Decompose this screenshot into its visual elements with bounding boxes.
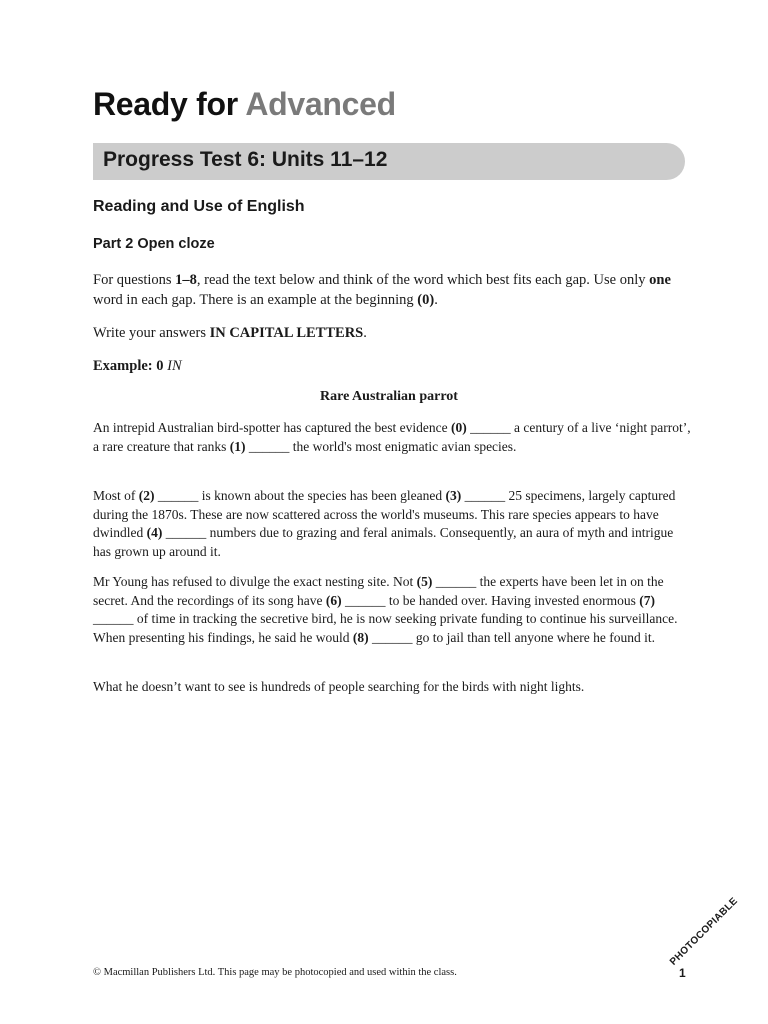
text-run: ______ the world's most enigmatic avian species.	[245, 438, 517, 454]
capital-letters-instruction	[93, 323, 693, 343]
instr-bold: IN CAPITAL LETTERS	[209, 325, 364, 341]
instr-text: .	[363, 325, 367, 341]
text-run: Most of	[93, 488, 139, 503]
example-line	[93, 356, 693, 376]
text-run: Mr Young has refused to divulge the exact nesting site. Not	[93, 574, 417, 589]
section-title: Reading and Use of English	[93, 198, 305, 215]
photocopiable-stamp: PHOTOCOPIABLE	[668, 895, 741, 968]
text-run: ______ of time in tracking the secretive bird, he is now seeking private funding to continue his surveillance. When presenting his findings, he said he would	[93, 611, 678, 645]
instr-text: For questions	[93, 272, 176, 288]
brand-part-ready-for: Ready for	[93, 86, 238, 122]
example-label: Example: 0	[93, 358, 164, 374]
text-paragraph-4: What he doesn’t want to see is hundreds of people searching for the birds with night lights.	[93, 679, 585, 694]
text-paragraph-2	[93, 487, 693, 561]
instr-bold: 1–8	[175, 272, 197, 288]
page-number: 1	[679, 966, 686, 980]
instr-text: , read the text below and think of the word which best fits each gap. Use only	[196, 272, 650, 288]
gap-number: (2)	[138, 488, 155, 503]
page-title: Progress Test 6: Units 11–12	[103, 148, 388, 171]
instr-bold: (0)	[417, 292, 435, 308]
instructions-paragraph	[93, 270, 693, 310]
gap-number: (5)	[416, 574, 433, 589]
text-title: Rare Australian parrot	[320, 389, 458, 404]
gap-number: (7)	[639, 592, 656, 608]
instr-text: word in each gap. There is an example at the beginning	[93, 292, 418, 308]
title-banner	[93, 143, 685, 180]
gap-number: (3)	[445, 488, 462, 503]
gap-number: (8)	[352, 629, 369, 645]
part-title: Part 2 Open cloze	[93, 236, 215, 252]
text-paragraph-3	[93, 573, 693, 647]
text-run: ______ go to jail than tell anyone where he found it.	[368, 629, 656, 645]
text-run: ______ 25 specimens, largely captured during the 1870s. These are now scattered across the world's museums. This rare species appears to have dwindled	[93, 488, 676, 540]
text-run: ______ is known about the species has been gleaned	[154, 488, 446, 503]
text-paragraph-1	[93, 419, 693, 456]
instr-text: Write your answers	[93, 325, 210, 341]
gap-number: (0)	[451, 420, 467, 435]
text-run: ______ numbers due to grazing and feral animals. Consequently, an aura of myth and intrigue has grown up around it.	[93, 525, 674, 559]
brand-title	[93, 86, 396, 123]
gap-number: (4)	[146, 525, 163, 540]
instr-bold: one	[649, 272, 671, 288]
gap-number: (6)	[325, 592, 342, 608]
text-run: ______ to be handed over. Having invested enormous	[341, 592, 640, 608]
instr-text: .	[434, 292, 438, 308]
example-answer: IN	[167, 358, 182, 374]
copyright-notice: © Macmillan Publishers Ltd. This page may be photocopied and used within the class.	[93, 967, 457, 978]
text-run: ______ the experts have been let in on the secret. And the recordings of its song have	[93, 574, 664, 608]
text-run: An intrepid Australian bird-spotter has captured the best evidence	[93, 420, 452, 435]
gap-number: (1)	[229, 438, 246, 454]
brand-part-advanced: Advanced	[245, 86, 396, 122]
text-run: ______ a century of a live ‘night parrot’, a rare creature that ranks	[93, 420, 691, 454]
